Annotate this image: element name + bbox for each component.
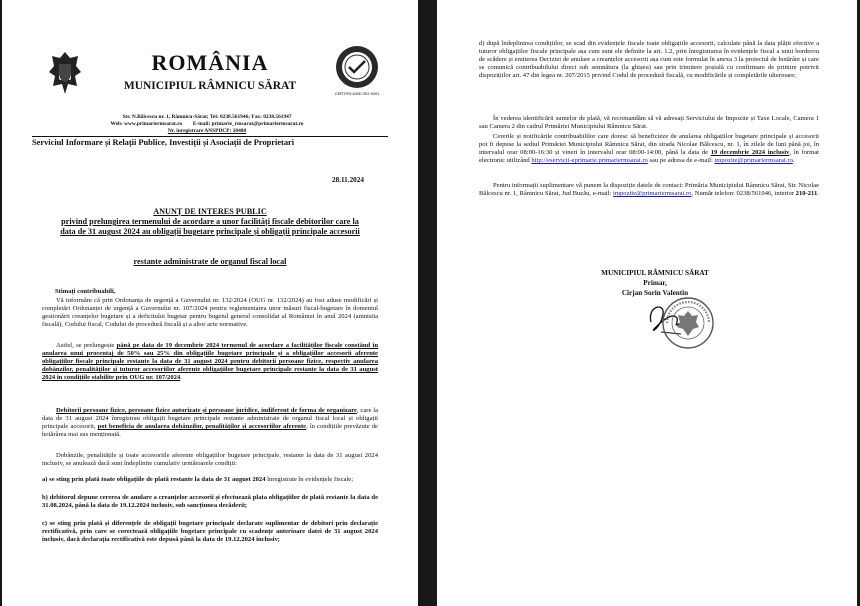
- contact-text-3: .: [817, 190, 819, 198]
- coat-of-arms-icon: [48, 50, 82, 96]
- paragraph-conditions-intro: Dobânzile, penalitățile și toate accesoriile aferente obligațiilor bugetare principale, restante la data de 31 august 2024 inclusiv, se anulează dacă sunt îndeplinite cumulativ următoarele condiții:: [42, 452, 378, 468]
- iso-certification-seal: [335, 45, 379, 89]
- document-date: 28.11.2024: [332, 176, 364, 184]
- paragraph-payment-identification: În vederea identificării sumelor de plată, vă recomandăm să vă adresați Serviciului de Impozite și Taxe Locale, Camera 1 sau Camera 2 din cadrul Primăriei Municipiului Râmnicu Sărat.: [479, 115, 819, 131]
- signature-institution: MUNICIPIUL RÂMNICU SĂRAT: [601, 269, 709, 277]
- signature-name: Cîrjan Sorin Valentin: [621, 289, 689, 297]
- contact-phone-ext: 210-211: [795, 190, 818, 198]
- official-stamp: [661, 296, 715, 350]
- debtors-benefit: pot beneficia de anularea dobânzilor, penalităților și accesoriilor aferente: [97, 423, 307, 431]
- extension-terms: până pe data de 19 decembrie 2024 termenul de acordare a facilităților fiscale constând în anularea unui procentaj de 50% sau 25% din obligațiile bugetare principale și a obligațiilor accesorii aferente obligațiilor fiscale principale restante la data de 31 august 2024 pentru debitorii persoane fizice, respectiv anularea dobânzilor, penalităților și tuturor accesoriilor aferente obligațiilor bugetare principale restante la data de 31 august 2024 în condițiile stabilite prin OUG nr. 107/2024: [42, 342, 379, 382]
- contact-text-2: , Număr telefon: 0238/561946, interior: [691, 190, 796, 198]
- condition-d: d) după îndeplinirea condițiilor, se scad din evidențele fiscale toate obligațiile accesorii, calculate până la data plății efective a tuturor obligațiilor fiscale principale așa cum sunt ele definite la art. 1.2, prin înregistrarea în evidențele fiscal a unui borderou de scădere și emiterea Deciziei de anulare a creanțelor accesorii așa cum este formulat în anexa 3 la proiectul de hotărâre și care se comunică contribuabilului direct sub semnătura (la ghișeu) sau prin trimitere poștală cu confirmare de primire potrivit dispozițiilor art. 47 din legea nr. 207/2015 privind Codul de procedură fiscală, cu modificările și completările ulterioare;: [479, 40, 819, 80]
- document-page-2: [437, 0, 857, 606]
- contact-text: Pentru informații suplimentare vă punem la dispoziție datele de contact: Primăria Municipiului Râmnicu Sărat, Str. Nicolae Bălcescu nr. 1, Râmnicu Sărat, Jud Buzău, e-mail:: [479, 182, 819, 198]
- requests-deadline: 19 decembrie 2024 inclusiv: [710, 149, 790, 157]
- signature-title: Primar,: [643, 279, 667, 287]
- requests-text-4: .: [792, 157, 795, 165]
- condition-a-tail: înregistrate în evidențele fiscale;: [267, 476, 354, 483]
- debtors-tail: , în condițiile prevăzute de hotărârea mai sus menționată.: [42, 423, 378, 439]
- condition-b: b) debitorul depune cererea de anulare a creanțelor accesorii și efectuează plata obligațiilor de plată restante la data de 31.08.2024, până la data de 19.12.2024 inclusiv, sub sancțiunea decăderii;: [42, 494, 378, 510]
- paragraph-extension: Astfel, se prelungește până pe data de 19 decembrie 2024 termenul de acordare a facilităților fiscale constând în anularea unui procentaj de 50% sau 25% din obligațiile bugetare principale și a obligațiilor accesorii aferente obligațiilor fiscale principale restante la data de 31 august 2024 pentru debitorii persoane fizice, respectiv anularea dobânzilor, penalităților și tuturor accesoriilor aferente obligațiilor bugetare principale restante la data de 31 august 2024 în condițiile stabilite prin OUG nr. 107/2024.: [42, 342, 379, 382]
- country-title: ROMÂNIA: [151, 50, 269, 75]
- announcement-heading: ANUNȚ DE INTERES PUBLIC: [153, 207, 267, 216]
- debtors-category: Debitorii persoane fizice, persoane fizice autorizate și persoane juridice, indiferent de forma de organizare: [56, 407, 357, 414]
- condition-c: c) se sting prin plată și diferențele de obligații bugetare principale declarate suplimentar de debitori prin declarație rectificativă, prin care se corectează obligațiile bugetare principale cu scadențe anterioare datei de 31 august 2024 inclusiv, dacă declarația rectificativă este depusă până la data de 19.12.2024 inclusiv;: [42, 520, 378, 544]
- department-name: Serviciul Informare și Relații Publice, Investiții și Asociații de Proprietari: [32, 138, 295, 147]
- municipality-title: MUNICIPIUL RÂMNICU SĂRAT: [123, 80, 297, 92]
- condition-a: [42, 476, 378, 484]
- announcement-subject: privind prelungirea termenului de acordare a unor facilități fiscale debitorilor care la data de 31 august 2024 au obligații bugetare principale și obligații principale accesorii: [60, 217, 360, 236]
- requests-text: Cererile și notificările contribuabililor care doresc să beneficieze de anularea obligațiilor bugetare principale și accesorii pot fi depuse la sediul Primăriei Municipiului Râmnicu Sărat, din strada Nicolae Bălcescu, nr. 1, în zilele de luni până joi, în intervalul orar 08:00-16:30 și vineri în intervalul orar 08:00-14:00, până la data de: [479, 133, 819, 157]
- condition-a-text: a) se sting prin plată toate obligațiile de plată restante la data de 31 august 2024: [42, 476, 268, 483]
- contact-email-link[interactable]: impozite@primariermsarat.ro: [613, 190, 692, 198]
- iso-seal-label: CERTIFICARE ISO 9001: [334, 91, 380, 96]
- header-rule: [32, 136, 388, 137]
- salutation: Stimați contribuabili,: [55, 288, 116, 295]
- web-email-line: Web: www.primariermsarat.ro E-mail: primarie_rmsarat@primariermsarat.ro: [110, 121, 304, 127]
- paragraph-contact-info: [479, 182, 819, 198]
- eservicii-link[interactable]: http://eservicii-eprimarie.primariermsarat.ro: [531, 157, 648, 165]
- debtors-mid: , care la data de 31 august 2024 înregistrau obligații bugetare principale restante administrate de organul fiscal local și obligații principale accesorii,: [42, 407, 379, 431]
- paragraph-intro: Vă informăm că prin Ordonanța de urgență a Guvernului nr. 132/2024 (OUG nr. 132/2024) au fost aduse modificări și completări Ordonanței de urgență a Guvernului nr. 107/2024 pentru reglementarea unor măsuri fiscal-bugetare în domeniul gestionării creanțelor bugetare și a deficitului bugetar pentru bugetul general consolidat al României în anul 2024 (amnistia fiscală), Codului fiscal, Codului de procedură fiscală și a altor acte normative.: [42, 297, 378, 329]
- requests-text-3: sau pe adresa de e-mail:: [647, 157, 715, 165]
- paragraph-requests: [479, 133, 819, 165]
- anspdcp-line: Nr. înregistrare ANSPDCP: 20480: [167, 128, 247, 134]
- address-line: Str. N.Bălcescu nr. 1, Râmnicu-Sărat; Tel: 0238.561946; Fax: 0238.561947: [122, 114, 292, 120]
- requests-text-2: , în format electronic utilizând: [479, 149, 820, 165]
- extension-lead: Astfel, se prelungește: [56, 342, 117, 349]
- paragraph-debtors: [42, 407, 378, 439]
- document-page-1: [2, 0, 418, 606]
- announcement-subject-2: restante administrate de organul fiscal local: [133, 257, 287, 266]
- requests-email-link[interactable]: impozite@primariermsarat.ro: [714, 157, 793, 165]
